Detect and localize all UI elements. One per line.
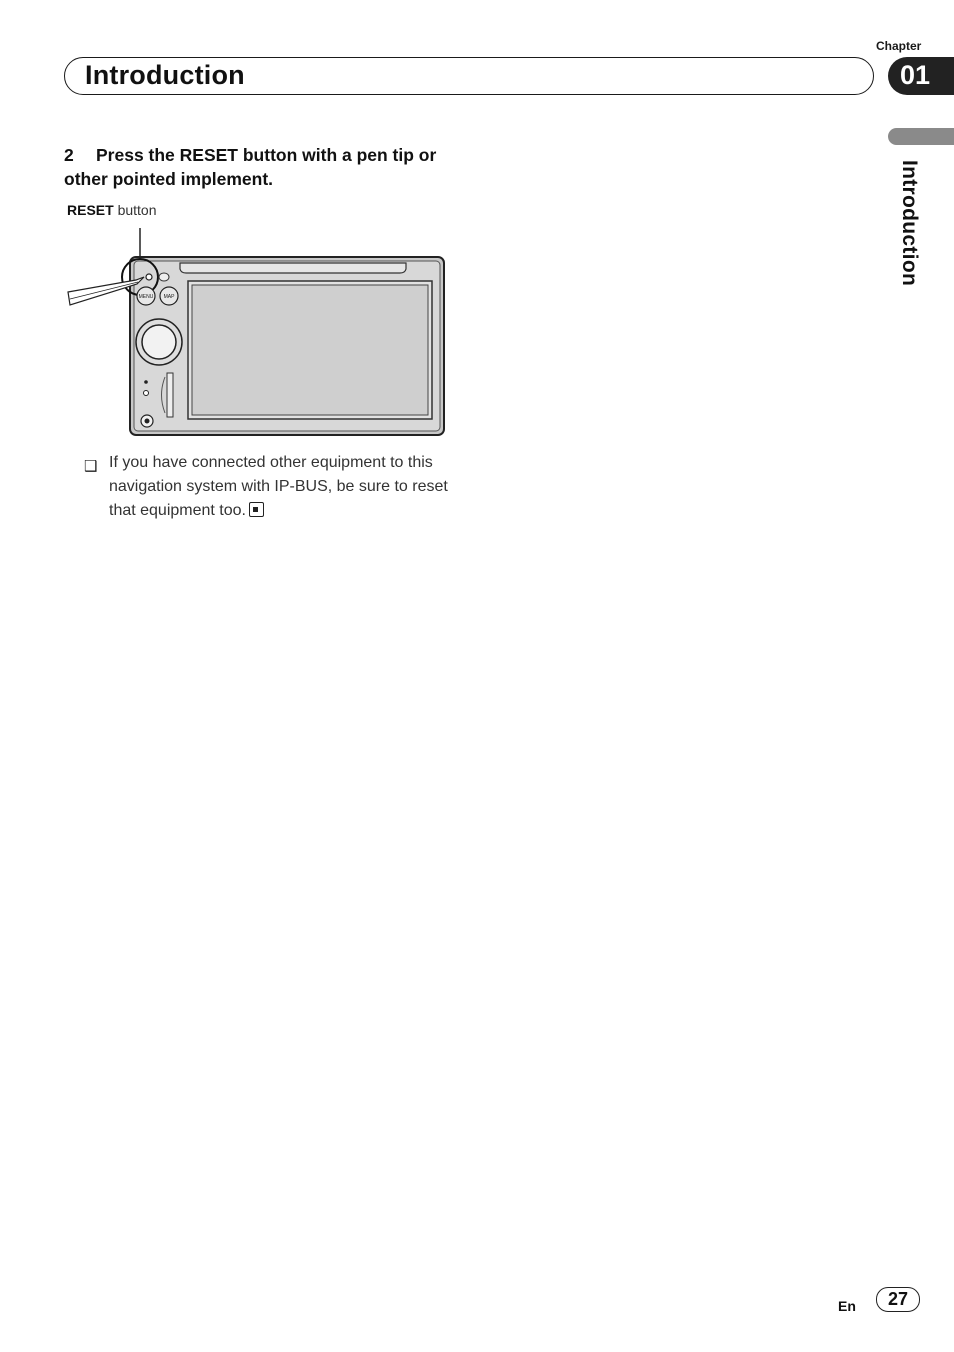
step-instruction bbox=[64, 143, 454, 191]
indicator-dot bbox=[144, 380, 148, 384]
chapter-number-tab bbox=[888, 57, 954, 95]
indicator-small bbox=[144, 391, 149, 396]
small-button bbox=[159, 273, 169, 281]
reset-button bbox=[146, 274, 152, 280]
chapter-number: 01 bbox=[900, 60, 931, 90]
step-text: Press the RESET button with a pen tip or other pointed implement. bbox=[64, 145, 437, 189]
figure-caption-bold: RESET bbox=[67, 202, 114, 218]
side-index-tab bbox=[888, 128, 954, 145]
card-slot bbox=[167, 373, 173, 417]
map-button-label: MAP bbox=[163, 294, 175, 300]
language-label: En bbox=[838, 1298, 856, 1314]
figure-caption bbox=[67, 202, 157, 218]
note-text-content: If you have connected other equipment to this navigation system with IP-BUS, be sure to reset that equipment too. bbox=[109, 454, 448, 519]
step-number: 2 bbox=[64, 145, 74, 165]
device-screen bbox=[192, 285, 428, 415]
note-checkbox-icon: ❑ bbox=[84, 458, 98, 475]
page-number: 27 bbox=[876, 1287, 920, 1312]
menu-button-label: MENU bbox=[138, 294, 154, 300]
side-section-label: Introduction bbox=[898, 160, 921, 287]
figure-caption-rest: button bbox=[113, 202, 157, 218]
headphone-jack-inner bbox=[145, 419, 150, 424]
reset-button-illustration bbox=[60, 225, 450, 440]
note-text bbox=[109, 451, 454, 523]
note bbox=[84, 451, 454, 523]
end-of-section-icon bbox=[249, 502, 264, 517]
chapter-label: Chapter bbox=[876, 39, 922, 53]
chapter-title: Introduction bbox=[85, 60, 245, 90]
disc-slot bbox=[180, 263, 406, 273]
rotary-knob bbox=[142, 325, 176, 359]
chapter-header-bar bbox=[64, 57, 874, 95]
